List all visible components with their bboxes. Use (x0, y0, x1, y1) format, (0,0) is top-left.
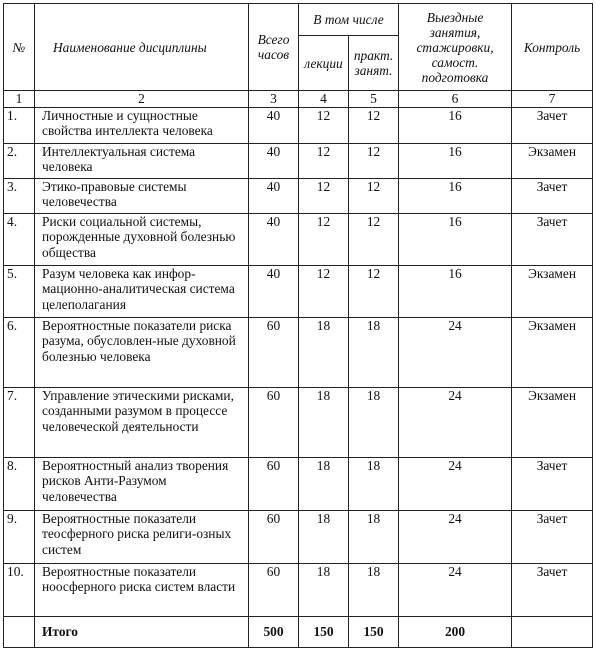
control-cell: Зачет (512, 107, 593, 143)
control-cell: Экзамен (512, 387, 593, 457)
field-cell: 16 (399, 213, 512, 265)
practice-cell: 18 (349, 387, 399, 457)
total-hours: 500 (249, 616, 299, 647)
table-row (4, 143, 593, 178)
practice-cell: 18 (349, 510, 399, 563)
field-cell: 24 (399, 387, 512, 457)
discipline-number: 1. (4, 107, 35, 143)
control-cell: Экзамен (512, 265, 593, 317)
field-cell: 24 (399, 457, 512, 510)
total-lectures: 150 (299, 616, 349, 647)
practice-cell: 12 (349, 265, 399, 317)
total-hours-cell: 40 (249, 178, 299, 213)
table-row (4, 457, 593, 510)
field-cell: 16 (399, 143, 512, 178)
column-number: 7 (512, 91, 593, 108)
discipline-name: Вероятностные показатели ноосферного риска систем власти (35, 563, 249, 616)
total-hours-cell: 60 (249, 457, 299, 510)
practice-cell: 18 (349, 317, 399, 387)
practice-cell: 12 (349, 143, 399, 178)
practice-cell: 12 (349, 178, 399, 213)
table-row (4, 213, 593, 265)
field-cell: 16 (399, 178, 512, 213)
table-row (4, 107, 593, 143)
total-hours-cell: 60 (249, 317, 299, 387)
discipline-number: 8. (4, 457, 35, 510)
column-number: 5 (349, 91, 399, 108)
discipline-name: Вероятностные показатели риска разума, обусловлен-ные духовной болезнью человека (35, 317, 249, 387)
header-including: В том числе (299, 4, 399, 36)
header-name: Наименование дисциплины (35, 4, 249, 91)
lectures-cell: 18 (299, 387, 349, 457)
discipline-number: 5. (4, 265, 35, 317)
total-hours-cell: 40 (249, 213, 299, 265)
lectures-cell: 12 (299, 265, 349, 317)
discipline-name: Управление этическими рисками, созданными разумом в процессе человеческой деятельности (35, 387, 249, 457)
header-total-hours: Всего часов (249, 4, 299, 91)
field-cell: 16 (399, 265, 512, 317)
discipline-number: 4. (4, 213, 35, 265)
column-number: 3 (249, 91, 299, 108)
field-cell: 24 (399, 563, 512, 616)
table-header (4, 4, 593, 91)
table-row (4, 178, 593, 213)
header-num: № (4, 4, 35, 91)
lectures-cell: 18 (299, 510, 349, 563)
control-cell: Экзамен (512, 143, 593, 178)
total-field: 200 (399, 616, 512, 647)
field-cell: 16 (399, 107, 512, 143)
control-cell: Зачет (512, 510, 593, 563)
table-row (4, 265, 593, 317)
discipline-number: 3. (4, 178, 35, 213)
practice-cell: 18 (349, 457, 399, 510)
total-hours-cell: 40 (249, 107, 299, 143)
column-number: 6 (399, 91, 512, 108)
control-cell: Экзамен (512, 317, 593, 387)
discipline-name: Вероятностный анализ творения рисков Анти-Разумом человечества (35, 457, 249, 510)
practice-cell: 18 (349, 563, 399, 616)
total-label: Итого (35, 616, 249, 647)
lectures-cell: 18 (299, 457, 349, 510)
curriculum-table (3, 3, 593, 648)
lectures-cell: 12 (299, 178, 349, 213)
table-row (4, 387, 593, 457)
discipline-name: Разум человека как инфор-мационно-аналитическая система целеполагания (35, 265, 249, 317)
field-cell: 24 (399, 317, 512, 387)
total-row (4, 616, 593, 647)
practice-cell: 12 (349, 213, 399, 265)
discipline-name: Интеллектуальная система человека (35, 143, 249, 178)
table-row (4, 317, 593, 387)
total-hours-cell: 40 (249, 265, 299, 317)
discipline-name: Этико-правовые системы человечества (35, 178, 249, 213)
discipline-number: 7. (4, 387, 35, 457)
total-hours-cell: 40 (249, 143, 299, 178)
total-control (512, 616, 593, 647)
discipline-number: 2. (4, 143, 35, 178)
control-cell: Зачет (512, 213, 593, 265)
header-control: Контроль (512, 4, 593, 91)
total-hours-cell: 60 (249, 563, 299, 616)
lectures-cell: 12 (299, 107, 349, 143)
total-hours-cell: 60 (249, 510, 299, 563)
lectures-cell: 12 (299, 143, 349, 178)
discipline-number: 9. (4, 510, 35, 563)
discipline-name: Личностные и сущностные свойства интеллекта человека (35, 107, 249, 143)
control-cell: Зачет (512, 178, 593, 213)
lectures-cell: 18 (299, 563, 349, 616)
header-lectures: лекции (299, 36, 349, 91)
header-field: Выездные занятия, стажировки, самост. подготовка (399, 4, 512, 91)
table-row (4, 510, 593, 563)
lectures-cell: 18 (299, 317, 349, 387)
discipline-name: Вероятностные показатели теосферного риска религи-озных систем (35, 510, 249, 563)
control-cell: Зачет (512, 457, 593, 510)
total-num-cell (4, 616, 35, 647)
discipline-number: 10. (4, 563, 35, 616)
column-number: 2 (35, 91, 249, 108)
header-practice: практ. занят. (349, 36, 399, 91)
lectures-cell: 12 (299, 213, 349, 265)
field-cell: 24 (399, 510, 512, 563)
total-hours-cell: 60 (249, 387, 299, 457)
control-cell: Зачет (512, 563, 593, 616)
column-number-row (4, 91, 593, 108)
practice-cell: 12 (349, 107, 399, 143)
column-number: 4 (299, 91, 349, 108)
table-body (4, 91, 593, 617)
discipline-name: Риски социальной системы, порожденные духовной болезнью общества (35, 213, 249, 265)
discipline-number: 6. (4, 317, 35, 387)
total-practice: 150 (349, 616, 399, 647)
column-number: 1 (4, 91, 35, 108)
table-row (4, 563, 593, 616)
